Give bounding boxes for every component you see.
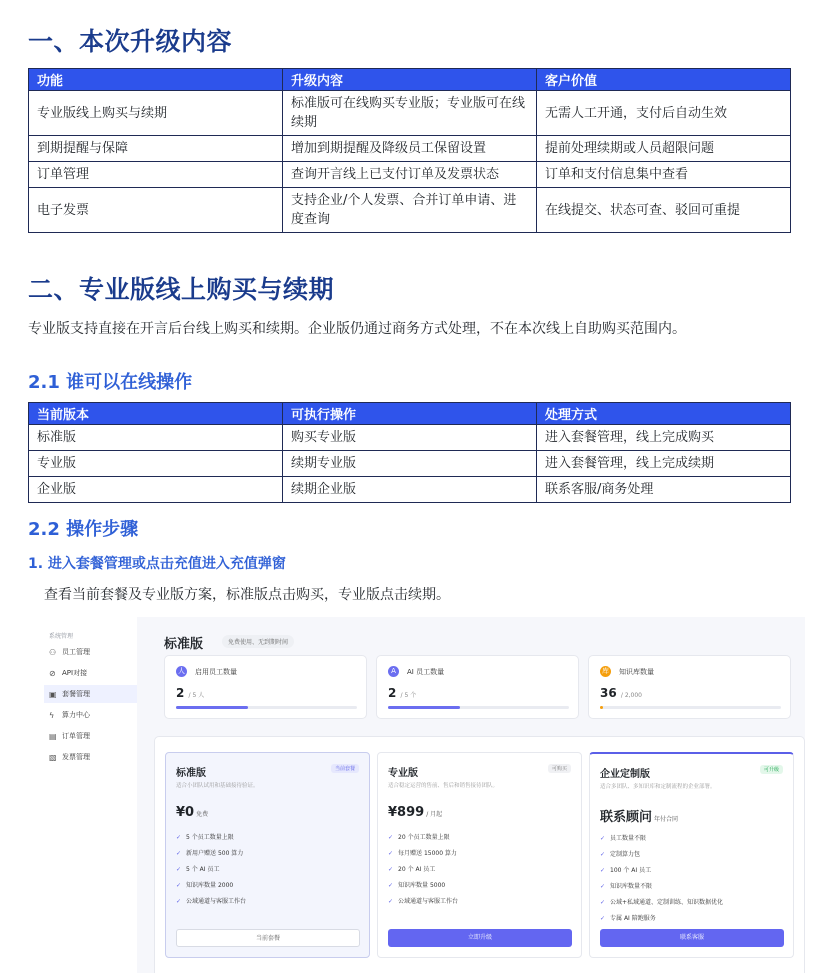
feature-item: ✓ 新用户赠送 500 算力 — [176, 850, 244, 857]
progress-bar — [176, 706, 357, 709]
check-icon: ✓ — [388, 866, 394, 873]
progress-bar — [388, 706, 569, 709]
table-row — [29, 136, 791, 162]
stat-total: / 2,000 — [620, 692, 642, 699]
table-cell: 订单和支付信息集中查看 — [537, 162, 791, 188]
sidebar-item-label: 套餐管理 — [62, 690, 90, 698]
subsection-title: 2.2 操作步骤 — [28, 519, 139, 540]
sidebar-item-orders[interactable] — [44, 727, 137, 745]
feature-item: ✓ 20 个员工数量上限 — [388, 834, 450, 841]
table-cell: 在线提交、状态可查、驳回可重提 — [537, 188, 791, 233]
sidebar-item-package[interactable] — [44, 685, 137, 703]
check-icon: ✓ — [388, 834, 394, 841]
table-cell: 专业版线上购买与续期 — [29, 91, 283, 136]
feature-list — [388, 832, 458, 912]
check-icon: ✓ — [176, 898, 182, 905]
table-header: 功能 — [29, 69, 283, 91]
plan-cards — [154, 736, 805, 973]
sidebar-item-label: 发票管理 — [62, 753, 90, 761]
stat-value: 2 / 5 个 — [388, 686, 417, 700]
section2-intro: 专业版支持直接在开言后台线上购买和续期。企业版仍通过商务方式处理，不在本次线上自助购买范围内。 — [28, 321, 686, 337]
plan-price: ¥0 免费 — [176, 805, 209, 820]
table-header: 当前版本 — [29, 403, 283, 425]
package-screenshot — [44, 617, 805, 973]
progress-fill — [600, 706, 603, 709]
feature-item: ✓ 专属 AI 陪跑服务 — [600, 915, 656, 922]
plan-price: 联系顾问 年付合同 — [600, 810, 679, 825]
table-header: 客户价值 — [537, 69, 791, 91]
plan-desc: 适合小团队试用和基础接待验证。 — [176, 783, 259, 789]
table-cell: 进入套餐管理，线上完成续期 — [537, 451, 791, 477]
progress-fill — [388, 706, 460, 709]
user-icon: 人 — [178, 667, 185, 675]
subsection-title: 2.1 谁可以在线操作 — [28, 372, 193, 393]
progress-fill — [176, 706, 248, 709]
plan-card-pro — [377, 752, 582, 958]
plan-tag: 可购买 — [548, 764, 571, 773]
plan-card-enterprise — [589, 752, 794, 958]
feature-item: ✓ 知识库数量不限 — [600, 883, 653, 890]
check-icon: ✓ — [176, 834, 182, 841]
table-cell: 到期提醒与保障 — [29, 136, 283, 162]
plan-desc: 适合稳定运营的售前、售后和销售接待团队。 — [388, 783, 499, 789]
check-icon: ✓ — [600, 835, 606, 842]
users-icon: ⚇ — [49, 647, 57, 657]
plan-price-unit: 免费 — [196, 811, 209, 818]
sidebar-item-label: 订单管理 — [62, 732, 90, 740]
table-cell: 增加到期提醒及降级员工保留设置 — [283, 136, 537, 162]
table-header: 升级内容 — [283, 69, 537, 91]
feature-item: ✓ 公域通道与客服工作台 — [176, 898, 247, 905]
table-cell: 提前处理续期或人员超限问题 — [537, 136, 791, 162]
sidebar-item-users[interactable] — [44, 643, 137, 661]
table-row — [29, 162, 791, 188]
link-icon: ⊘ — [49, 668, 56, 678]
sidebar-item-invoices[interactable] — [44, 748, 137, 766]
check-icon: ✓ — [388, 850, 394, 857]
sidebar-title: 系统管理 — [49, 633, 74, 640]
plan-action-button[interactable]: 当前套餐 — [176, 929, 360, 947]
sidebar-item-label: 员工管理 — [62, 648, 90, 656]
stat-card — [376, 655, 579, 719]
feature-list — [176, 832, 246, 912]
current-plan-title: 标准版 — [164, 637, 204, 652]
check-icon: ✓ — [600, 915, 606, 922]
knowledge-icon: 库 — [602, 667, 609, 675]
bolt-icon: ϟ — [49, 710, 55, 720]
check-icon: ✓ — [600, 867, 606, 874]
upgrade-table — [28, 68, 791, 233]
sidebar-item-label: 算力中心 — [62, 711, 90, 719]
plan-action-button[interactable]: 联系客服 — [600, 929, 784, 947]
table-cell: 购买专业版 — [283, 425, 537, 451]
table-row — [29, 91, 791, 136]
table-cell: 查询开言线上已支付订单及发票状态 — [283, 162, 537, 188]
section1-title: 一、本次升级内容 — [28, 27, 233, 56]
sidebar-item-api[interactable] — [44, 664, 137, 682]
table-header: 处理方式 — [537, 403, 791, 425]
feature-item: ✓ 每月赠送 15000 算力 — [388, 850, 457, 857]
section2-title: 二、专业版线上购买与续期 — [28, 275, 335, 304]
table-cell: 续期专业版 — [283, 451, 537, 477]
table-cell: 电子发票 — [29, 188, 283, 233]
feature-item: ✓ 员工数量不限 — [600, 835, 647, 842]
feature-item: ✓ 定制算力包 — [600, 851, 641, 858]
step-title: 1. 进入套餐管理或点击充值进入充值弹窗 — [28, 556, 286, 572]
check-icon: ✓ — [600, 883, 606, 890]
plan-desc: 适合多团队、多知识库和定制流程的企业部署。 — [600, 784, 716, 790]
check-icon: ✓ — [176, 866, 182, 873]
stat-card — [588, 655, 791, 719]
check-icon: ✓ — [388, 898, 394, 905]
table-cell: 续期企业版 — [283, 477, 537, 503]
sidebar — [44, 617, 137, 973]
table-cell: 进入套餐管理，线上完成购买 — [537, 425, 791, 451]
progress-bar — [600, 706, 781, 709]
table-cell: 标准版 — [29, 425, 283, 451]
table-cell: 标准版可在线购买专业版；专业版可在线续期 — [283, 91, 537, 136]
table-header: 可执行操作 — [283, 403, 537, 425]
feature-item: ✓ 公域通道与客服工作台 — [388, 898, 459, 905]
plan-name: 专业版 — [388, 768, 418, 779]
check-icon: ✓ — [176, 882, 182, 889]
table-cell: 专业版 — [29, 451, 283, 477]
table-row — [29, 451, 791, 477]
ai-icon: A — [388, 666, 399, 677]
stat-value: 36 / 2,000 — [600, 686, 642, 700]
stat-label: 知识库数量 — [619, 668, 654, 676]
table-cell: 无需人工开通，支付后自动生效 — [537, 91, 791, 136]
feature-item: ✓ 5 个 AI 员工 — [176, 866, 220, 873]
table-cell: 企业版 — [29, 477, 283, 503]
feature-item: ✓ 100 个 AI 员工 — [600, 867, 652, 874]
package-icon: ▣ — [49, 689, 57, 699]
table-row — [29, 477, 791, 503]
feature-item: ✓ 公域+私域通道、定制训练、知识数据优化 — [600, 899, 724, 906]
plan-name: 企业定制版 — [600, 769, 650, 780]
plan-card-standard — [165, 752, 370, 958]
plan-price-unit: / 月起 — [426, 811, 443, 818]
sidebar-item-label: API对接 — [62, 669, 88, 677]
plan-chip: 免费使用、无到期时间 — [222, 635, 294, 648]
feature-item: ✓ 5 个员工数量上限 — [176, 834, 234, 841]
check-icon: ✓ — [388, 882, 394, 889]
feature-item: ✓ 知识库数量 5000 — [388, 882, 446, 889]
table-cell: 支持企业/个人发票、合并订单申请、进度查询 — [283, 188, 537, 233]
table-row — [29, 425, 791, 451]
order-icon: ▤ — [49, 731, 57, 741]
plan-action-button[interactable]: 立即升级 — [388, 929, 572, 947]
stat-total: / 5 个 — [400, 692, 417, 699]
table-cell: 订单管理 — [29, 162, 283, 188]
stat-label: AI 员工数量 — [407, 668, 445, 676]
plan-price-unit: 年付合同 — [654, 816, 679, 823]
plan-price: ¥899 / 月起 — [388, 805, 443, 820]
stat-total: / 5 人 — [188, 692, 205, 699]
stat-label: 启用员工数量 — [195, 668, 237, 676]
plan-name: 标准版 — [176, 768, 206, 779]
plan-tag: 当前套餐 — [331, 764, 359, 773]
invoice-icon: ▧ — [49, 752, 57, 762]
check-icon: ✓ — [600, 899, 606, 906]
stat-value: 2 / 5 人 — [176, 686, 205, 700]
sidebar-item-compute[interactable] — [44, 706, 137, 724]
stat-card — [164, 655, 367, 719]
version-table — [28, 402, 791, 503]
feature-item: ✓ 知识库数量 2000 — [176, 882, 234, 889]
table-cell: 联系客服/商务处理 — [537, 477, 791, 503]
step-text: 查看当前套餐及专业版方案，标准版点击购买，专业版点击续期。 — [44, 587, 450, 603]
check-icon: ✓ — [600, 851, 606, 858]
feature-list — [600, 833, 723, 929]
feature-item: ✓ 20 个 AI 员工 — [388, 866, 436, 873]
check-icon: ✓ — [176, 850, 182, 857]
table-row — [29, 188, 791, 233]
plan-tag: 可升级 — [760, 765, 783, 774]
